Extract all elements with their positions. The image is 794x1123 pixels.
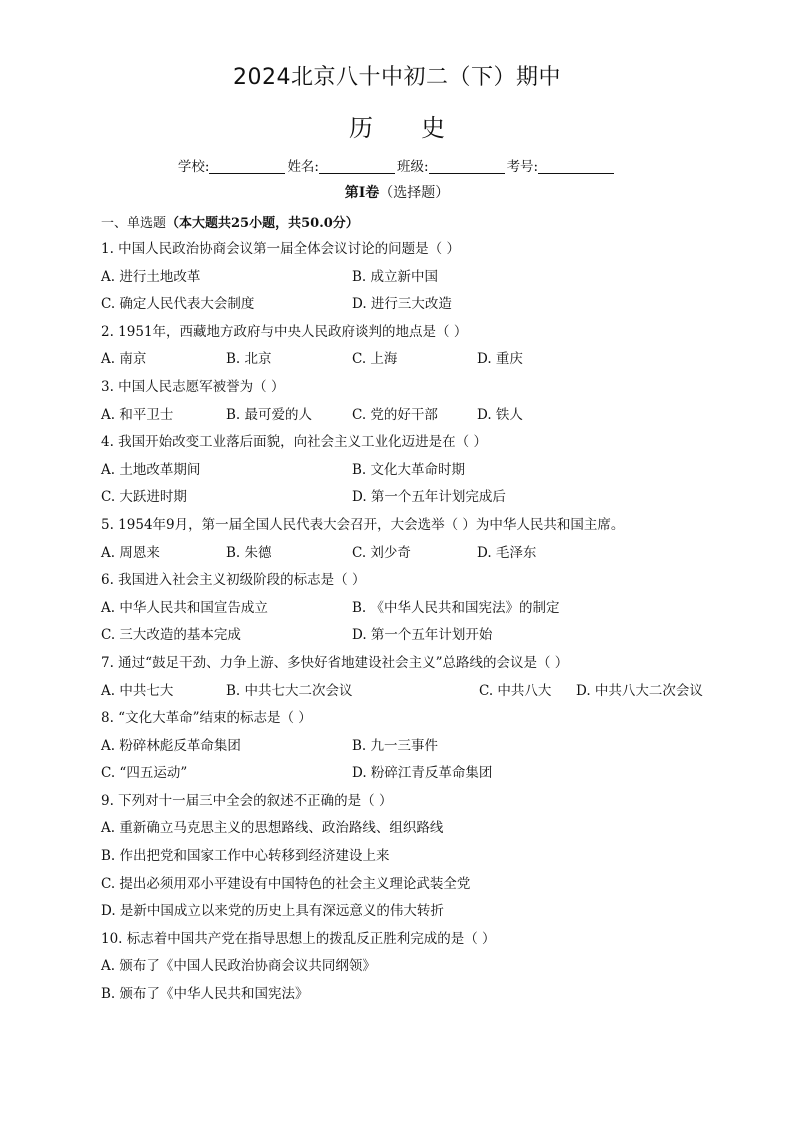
option-d: D. 中共八大二次会议 bbox=[576, 682, 703, 699]
option-b: B. 九一三事件 bbox=[352, 737, 439, 754]
option-a: A. 中华人民共和国宣告成立 bbox=[101, 599, 268, 616]
option-row bbox=[101, 540, 741, 568]
option-b: B. 成立新中国 bbox=[352, 268, 439, 285]
option-b: B. 《中华人民共和国宪法》的制定 bbox=[352, 599, 560, 616]
option-a: A. 粉碎林彪反革命集团 bbox=[101, 737, 241, 754]
option-c: C. 三大改造的基本完成 bbox=[101, 627, 241, 644]
option-c: C. 提出必须用邓小平建设有中国特色的社会主义理论武装全党 bbox=[101, 875, 471, 892]
option-d: D. 粉碎江青反革命集团 bbox=[352, 765, 493, 782]
question-stem: 5. 1954年9月，第一届全国人民代表大会召开，大会选举（ ）为中华人民共和国主席。 bbox=[101, 516, 625, 533]
option-b: B. 朱德 bbox=[226, 544, 272, 561]
option-row bbox=[101, 678, 741, 706]
option-a: A. 周恩来 bbox=[101, 544, 160, 561]
subject-char-1: 历 bbox=[349, 114, 373, 142]
option-row bbox=[101, 457, 741, 485]
option-row bbox=[101, 402, 741, 430]
question-stem: 6. 我国进入社会主义初级阶段的标志是（ ） bbox=[101, 572, 366, 589]
question-list bbox=[101, 236, 741, 1009]
option-d: D. 铁人 bbox=[477, 406, 523, 423]
option-d: D. 进行三大改造 bbox=[352, 296, 452, 313]
number-blank bbox=[538, 159, 614, 174]
option-b: B. 北京 bbox=[226, 351, 272, 368]
option-a: A. 进行土地改革 bbox=[101, 268, 201, 285]
option-row bbox=[101, 733, 741, 761]
question-stem: 7. 通过“鼓足干劲、力争上游、多快好省地建设社会主义”总路线的会议是（ ） bbox=[101, 654, 569, 671]
question-stem: 10. 标志着中国共产党在指导思想上的拨乱反正胜利完成的是（ ） bbox=[101, 930, 496, 947]
option-b: B. 颁布了《中华人民共和国宪法》 bbox=[101, 986, 309, 1003]
option-row bbox=[101, 264, 741, 292]
section-label: 第Ⅰ卷 bbox=[344, 185, 380, 201]
option-row bbox=[101, 595, 741, 623]
question-stem: 1. 中国人民政治协商会议第一届全体会议讨论的问题是（ ） bbox=[101, 241, 460, 257]
option-d: D. 是新中国成立以来党的历史上具有深远意义的伟大转折 bbox=[101, 903, 444, 920]
option-d: D. 第一个五年计划开始 bbox=[352, 627, 493, 644]
option-c: C. 中共八大 bbox=[479, 682, 552, 699]
option-b: B. 文化大革命时期 bbox=[352, 461, 466, 478]
option-b: B. 最可爱的人 bbox=[226, 406, 313, 423]
question-stem: 9. 下列对十一届三中全会的叙述不正确的是（ ） bbox=[101, 792, 393, 809]
option-d: D. 第一个五年计划完成后 bbox=[352, 489, 506, 506]
student-info-line bbox=[0, 155, 794, 175]
subject-title bbox=[0, 108, 794, 143]
option-c: C. 大跃进时期 bbox=[101, 489, 187, 506]
option-a: A. 土地改革期间 bbox=[101, 461, 201, 478]
option-b: B. 作出把党和国家工作中心转移到经济建设上来 bbox=[101, 848, 390, 865]
question-stem: 8. “文化大革命”结束的标志是（ ） bbox=[101, 710, 312, 727]
option-a: A. 中共七大 bbox=[101, 682, 174, 699]
option-row bbox=[101, 622, 741, 650]
question-stem: 3. 中国人民志愿军被誉为（ ） bbox=[101, 378, 285, 395]
question-stem: 2. 1951年，西藏地方政府与中央人民政府谈判的地点是（ ） bbox=[101, 323, 468, 340]
part-desc: （本大题共25小题，共50.0分） bbox=[166, 216, 359, 231]
option-c: C. 上海 bbox=[352, 351, 398, 368]
question-stem: 4. 我国开始改变工业落后面貌，向社会主义工业化迈进是在（ ） bbox=[101, 434, 487, 451]
option-d: D. 毛泽东 bbox=[477, 544, 537, 561]
section-heading bbox=[0, 182, 794, 202]
option-a: A. 颁布了《中国人民政治协商会议共同纲领》 bbox=[101, 958, 376, 975]
section-type: （选择题） bbox=[379, 185, 450, 201]
class-blank bbox=[429, 159, 505, 174]
part-heading bbox=[101, 212, 359, 231]
option-a: A. 重新确立马克思主义的思想路线、政治路线、组织路线 bbox=[101, 820, 444, 837]
option-c: C. 确定人民代表大会制度 bbox=[101, 296, 255, 313]
option-c: C. 党的好干部 bbox=[352, 406, 438, 423]
name-label: 姓名: bbox=[287, 159, 319, 175]
school-blank bbox=[209, 159, 285, 174]
option-row bbox=[101, 291, 741, 319]
option-row bbox=[101, 760, 741, 788]
option-d: D. 重庆 bbox=[477, 351, 523, 368]
option-row bbox=[101, 484, 741, 512]
option-b: B. 中共七大二次会议 bbox=[226, 682, 353, 699]
option-c: C. “四五运动” bbox=[101, 765, 188, 782]
option-c: C. 刘少奇 bbox=[352, 544, 411, 561]
class-label: 班级: bbox=[397, 159, 429, 175]
exam-title: 2024北京八十中初二（下）期中 bbox=[233, 65, 561, 90]
subject-char-2: 史 bbox=[421, 114, 445, 142]
number-label: 考号: bbox=[506, 159, 539, 175]
part-label: 一、单选题 bbox=[101, 216, 167, 231]
name-blank bbox=[319, 159, 395, 174]
option-a: A. 南京 bbox=[101, 351, 147, 368]
school-label: 学校: bbox=[177, 159, 210, 175]
option-row bbox=[101, 346, 741, 374]
option-a: A. 和平卫士 bbox=[101, 406, 174, 423]
